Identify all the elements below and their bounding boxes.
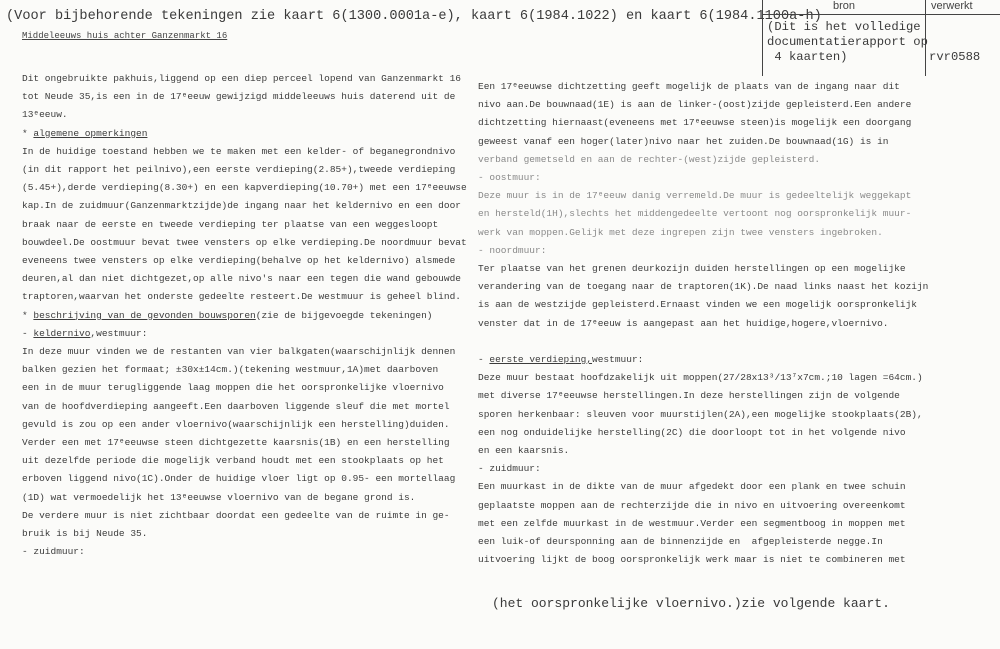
text-segment: - [22, 327, 34, 339]
text-line: venster dat in de 17ᵉeeuw is aangepast aan het huidige,hogere,vloernivo. [478, 317, 889, 329]
text-line: Verder een met 17ᵉeeuwse steen dichtgezette kaarsnis(1B) en een herstelling [22, 437, 450, 448]
section-heading: algemene opmerkingen [33, 127, 148, 139]
continuation-note: (het oorspronkelijke vloernivo.)zie volgende kaart. [492, 596, 890, 611]
text-line: (5.45+),derde verdieping(8.30+) en een kapverdieping(10.70+) met een 17ᵉeeuwse [22, 182, 467, 194]
text-line: - oostmuur: [478, 172, 541, 183]
text-line: Een muurkast in de dikte van de muur afgedekt door een plank en twee schuin [478, 481, 906, 493]
text-line: In deze muur vinden we de restanten van vier balkgaten(waarschijnlijk dennen [22, 346, 456, 357]
text-line: verband gemetseld en aan de rechter-(west)zijde gepleisterd. [478, 153, 821, 165]
verwerkt-header: verwerkt [931, 0, 973, 12]
source-note: (Dit is het volledige documentatierapport op 4 kaarten) [767, 20, 928, 64]
text-line: een luik-of deursponning aan de binnenzijde en afgepleisterde negge.In [478, 536, 883, 547]
section-heading: eerste verdieping, [489, 354, 593, 365]
section-heading: beschrijving van de gevonden bouwsporen [33, 309, 256, 321]
text-line: balken gezien het formaat; ±30x±14cm.)(tekening westmuur,1A)met daarboven [22, 364, 439, 376]
text-line: uit dezelfde periode die mogelijk verband houdt met een stookplaats op het [22, 455, 444, 467]
text-line [22, 328, 147, 339]
text-line: dichtzetting hiernaast(eveneens met 17ᵉeeuwse steen)is mogelijk een doorgang [478, 117, 912, 129]
text-line: Deze muur bestaat hoofdzakelijk uit moppen(27/28x13³/13⁷x7cm.;10 lagen =64cm.) [478, 372, 923, 384]
document-title: Middeleeuws huis achter Ganzenmarkt 16 [22, 31, 228, 41]
text-line: werk van moppen.Gelijk met deze ingrepen zijn twee vensters ingebroken. [478, 226, 883, 238]
text-line: erboven liggend nivo(1C).Onder de huidige vloer ligt op 0.95- een mortellaag [22, 473, 456, 485]
bron-header: bron [832, 0, 856, 12]
header-reference: (Voor bijbehorende tekeningen zie kaart 6(1300.0001a-e), kaart 6(1984.1022) en kaart 6(1984.1100a-h) [6, 9, 822, 24]
text-line: bouwdeel.De oostmuur bevat twee vensters op elke verdieping.De noordmuur bevat [22, 236, 467, 248]
text-line: geplaatste moppen aan de rechterzijde die in nivo en uitvoering overeenkomt [478, 499, 906, 511]
text-line: bruik is bij Neude 35. [22, 528, 148, 539]
text-line: (in dit rapport het peilnivo),een eerste verdieping(2.85+),tweede verdieping [22, 164, 456, 175]
source-box-header [763, 0, 1000, 15]
text-line: - zuidmuur: [478, 463, 541, 475]
text-line: - zuidmuur: [22, 546, 85, 558]
text-line: en hersteld(1H),slechts het middengedeelte vertoont nog oorspronkelijk muur- [478, 208, 912, 220]
text-line: van de hoofdverdieping aangeeft.Een daarboven liggende sleuf die met mortel [22, 400, 450, 412]
text-line: nivo aan.De bouwnaad(1E) is aan de linker-(oost)zijde gepleisterd.Een andere [478, 99, 912, 111]
text-line: (1D) wat vermoedelijk het 13ᵉeeuwse vloernivo van de begane grond is. [22, 491, 416, 503]
text-line: verandering van de toegang naar de traptoren(1K).De naad links naast het kozijn [478, 281, 929, 293]
text-line: traptoren,waarvan het onderste gedeelte resteert.De westmuur is geheel blind. [22, 291, 461, 303]
text-segment: (zie de bijgevoegde tekeningen) [255, 309, 433, 321]
text-line: Ter plaatse van het grenen deurkozijn duiden herstellingen op een mogelijke [478, 263, 906, 274]
text-line: Dit ongebruikte pakhuis,liggend op een diep perceel lopend van Ganzenmarkt 16 [22, 73, 461, 84]
text-segment: ,westmuur: [90, 327, 148, 339]
text-line: In de huidige toestand hebben we te maken met een kelder- of beganegrondnivo [22, 145, 456, 157]
text-line: en een kaarsnis. [478, 445, 570, 456]
text-line: 13ᵉeeuw. [22, 109, 68, 121]
text-line [22, 310, 432, 321]
text-segment: * [22, 309, 34, 321]
text-line: gevuld is zou op een ander vloernivo(waarschijnlijk een herstelling)duiden. [22, 418, 450, 430]
text-line [478, 354, 643, 365]
source-box [762, 0, 1000, 76]
text-line: geweest vanaf een hoger(later)nivo naar het zuiden.De bouwnaad(1G) is in [478, 135, 889, 147]
text-line: De verdere muur is niet zichtbaar doordat een gedeelte van de ruimte in ge- [22, 509, 450, 521]
text-line [22, 128, 147, 139]
text-line: is aan de westzijde gepleisterd.Ernaast vinden we een mogelijk oorspronkelijk [478, 299, 917, 311]
text-line: met een zelfde muurkast in de westmuur.Verder een segmentboog in moppen met [478, 517, 906, 529]
text-line: tot Neude 35,is een in de 17ᵉeeuw gewijzigd middeleeuws huis daterend uit de [22, 91, 456, 103]
text-line: Een 17ᵉeeuwse dichtzetting geeft mogelijk de plaats van de ingang naar dit [478, 81, 900, 92]
text-line: eveneens twee vensters op elke verdieping(behalve op het keldernivo) alsmede [22, 255, 456, 266]
text-segment: * [22, 127, 34, 139]
text-line: een nog onduidelijke herstelling(2C) die doorloopt tot in het volgende nivo [478, 426, 906, 438]
text-line: uitvoering lijkt de boog oorspronkelijk werk maar is niet te combineren met [478, 554, 906, 566]
text-line: braak naar de eerste en tweede verdieping ter plaatse van een weggesloopt [22, 218, 439, 230]
text-segment: - [478, 354, 490, 365]
text-line: - noordmuur: [478, 244, 547, 256]
processed-code: rvr0588 [929, 50, 981, 64]
text-line: met diverse 17ᵉeeuwse herstellingen.In deze herstellingen zijn de volgende [478, 390, 900, 402]
text-line: Deze muur is in de 17ᵉeeuw danig verremeld.De muur is gedeeltelijk weggekapt [478, 190, 912, 202]
text-line: een in de muur terugliggende laag moppen die het oorspronkelijke vloernivo [22, 382, 444, 394]
section-heading: keldernivo [33, 327, 91, 339]
text-line: deuren,al dan niet dichtgezet,op alle nivo's naar een tegen die wand gebouwde [22, 273, 461, 285]
text-segment: westmuur: [592, 354, 644, 365]
text-line: kap.In de zuidmuur(Ganzenmarktzijde)de ingang naar het keldernivo en een door [22, 200, 461, 212]
text-line: sporen herkenbaar: sleuven voor muurstijlen(2A),een mogelijke stookplaats(2B), [478, 408, 923, 420]
